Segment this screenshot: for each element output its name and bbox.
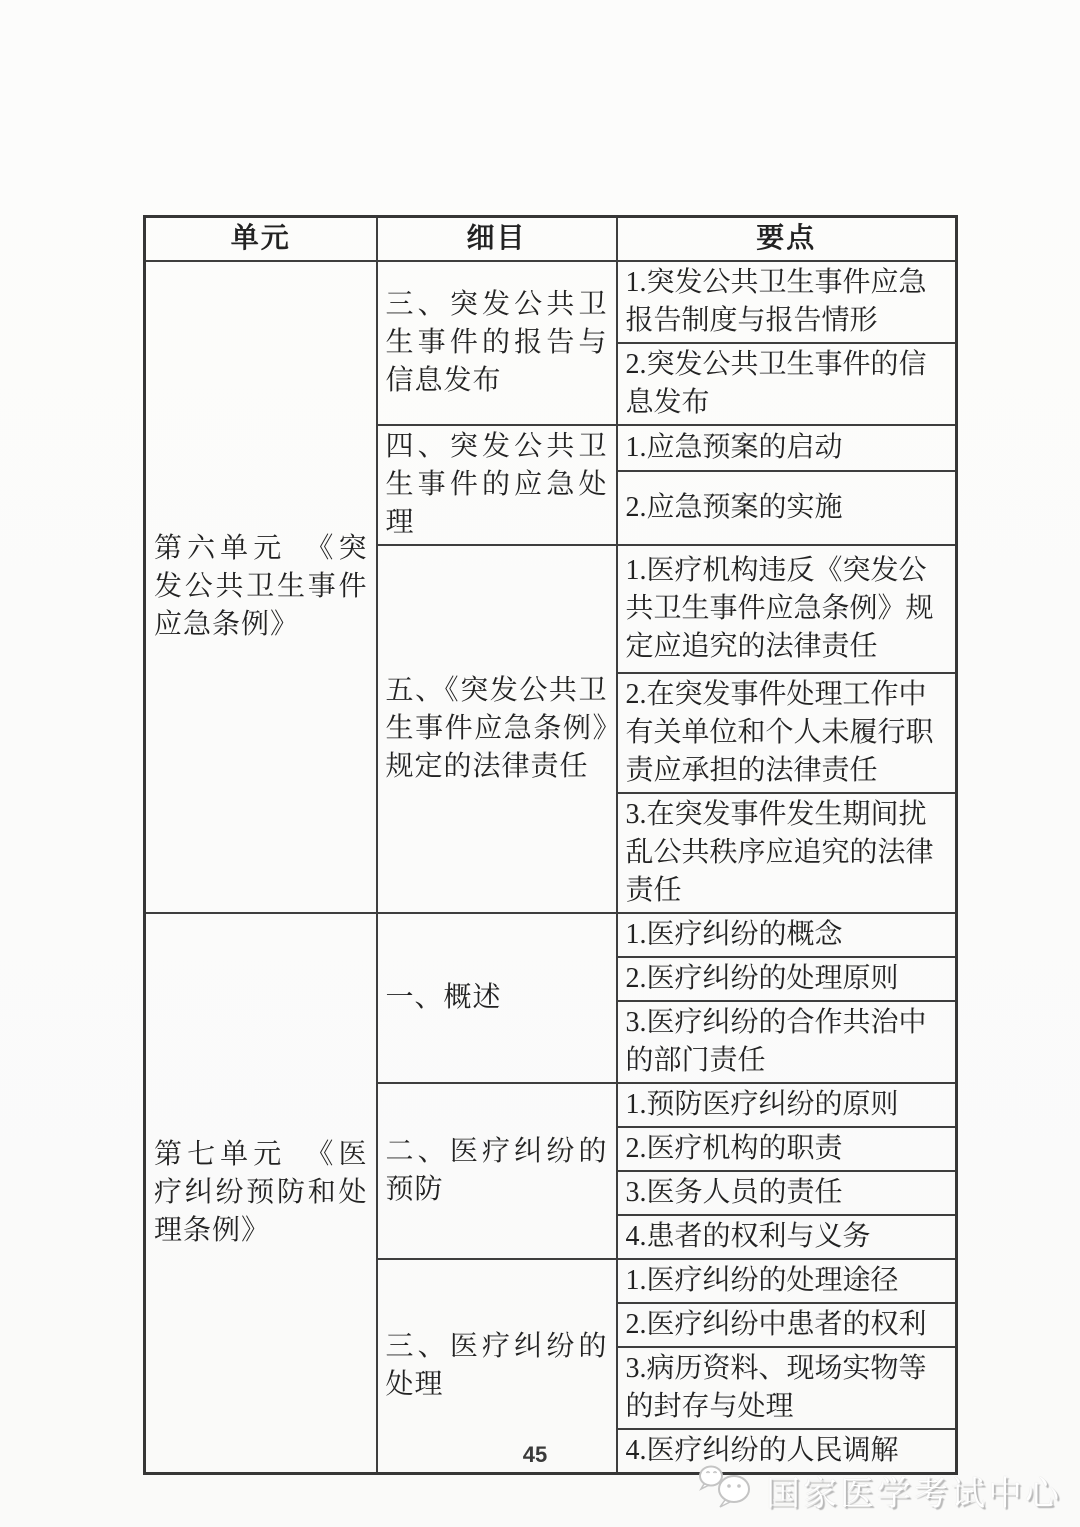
point-cell: 1.医疗机构违反《突发公共卫生事件应急条例》规定应追究的法律责任 [617,545,957,673]
point-cell: 3.医疗纠纷的合作共治中的部门责任 [617,1001,957,1083]
point-cell: 4.医疗纠纷的人民调解 [617,1429,957,1474]
point-cell: 2.突发公共卫生事件的信息发布 [617,343,957,425]
point-cell: 1.预防医疗纠纷的原则 [617,1083,957,1127]
point-cell: 1.应急预案的启动 [617,425,957,471]
syllabus-table [143,215,958,1475]
point-cell: 1.医疗纠纷的处理途径 [617,1259,957,1303]
point-cell: 3.在突发事件发生期间扰乱公共秩序应追究的法律责任 [617,793,957,913]
table-header-row [145,217,957,262]
point-cell: 2.应急预案的实施 [617,471,957,545]
table-row [145,261,957,343]
unit-cell-7: 第七单元 《医疗纠纷预防和处理条例》 [145,913,377,1474]
unit-cell-6: 第六单元 《突发公共卫生事件应急条例》 [145,261,377,913]
detail-cell: 四、突发公共卫生事件的应急处理 [377,425,617,545]
point-cell: 2.医疗纠纷中患者的权利 [617,1303,957,1347]
point-cell: 2.在突发事件处理工作中有关单位和个人未履行职责应承担的法律责任 [617,673,957,793]
detail-cell: 一、概述 [377,913,617,1083]
watermark [696,1462,1062,1519]
table-row [145,913,957,957]
detail-cell: 三、突发公共卫生事件的报告与信息发布 [377,261,617,425]
detail-cell: 三、医疗纠纷的处理 [377,1259,617,1474]
wechat-bubbles-icon [696,1462,760,1519]
header-detail: 细目 [377,217,617,262]
point-cell: 1.医疗纠纷的概念 [617,913,957,957]
point-cell: 3.医务人员的责任 [617,1171,957,1215]
header-points: 要点 [617,217,957,262]
detail-cell: 五、《突发公共卫生事件应急条例》规定的法律责任 [377,545,617,913]
point-cell: 2.医疗机构的职责 [617,1127,957,1171]
detail-cell: 二、医疗纠纷的预防 [377,1083,617,1259]
point-cell: 1.突发公共卫生事件应急报告制度与报告情形 [617,261,957,343]
point-cell: 3.病历资料、现场实物等的封存与处理 [617,1347,957,1429]
watermark-text: 国家医学考试中心 [766,1475,1062,1513]
page-number: 45 [522,1442,548,1467]
point-cell: 4.患者的权利与义务 [617,1215,957,1259]
header-unit: 单元 [145,217,377,262]
point-cell: 2.医疗纠纷的处理原则 [617,957,957,1001]
